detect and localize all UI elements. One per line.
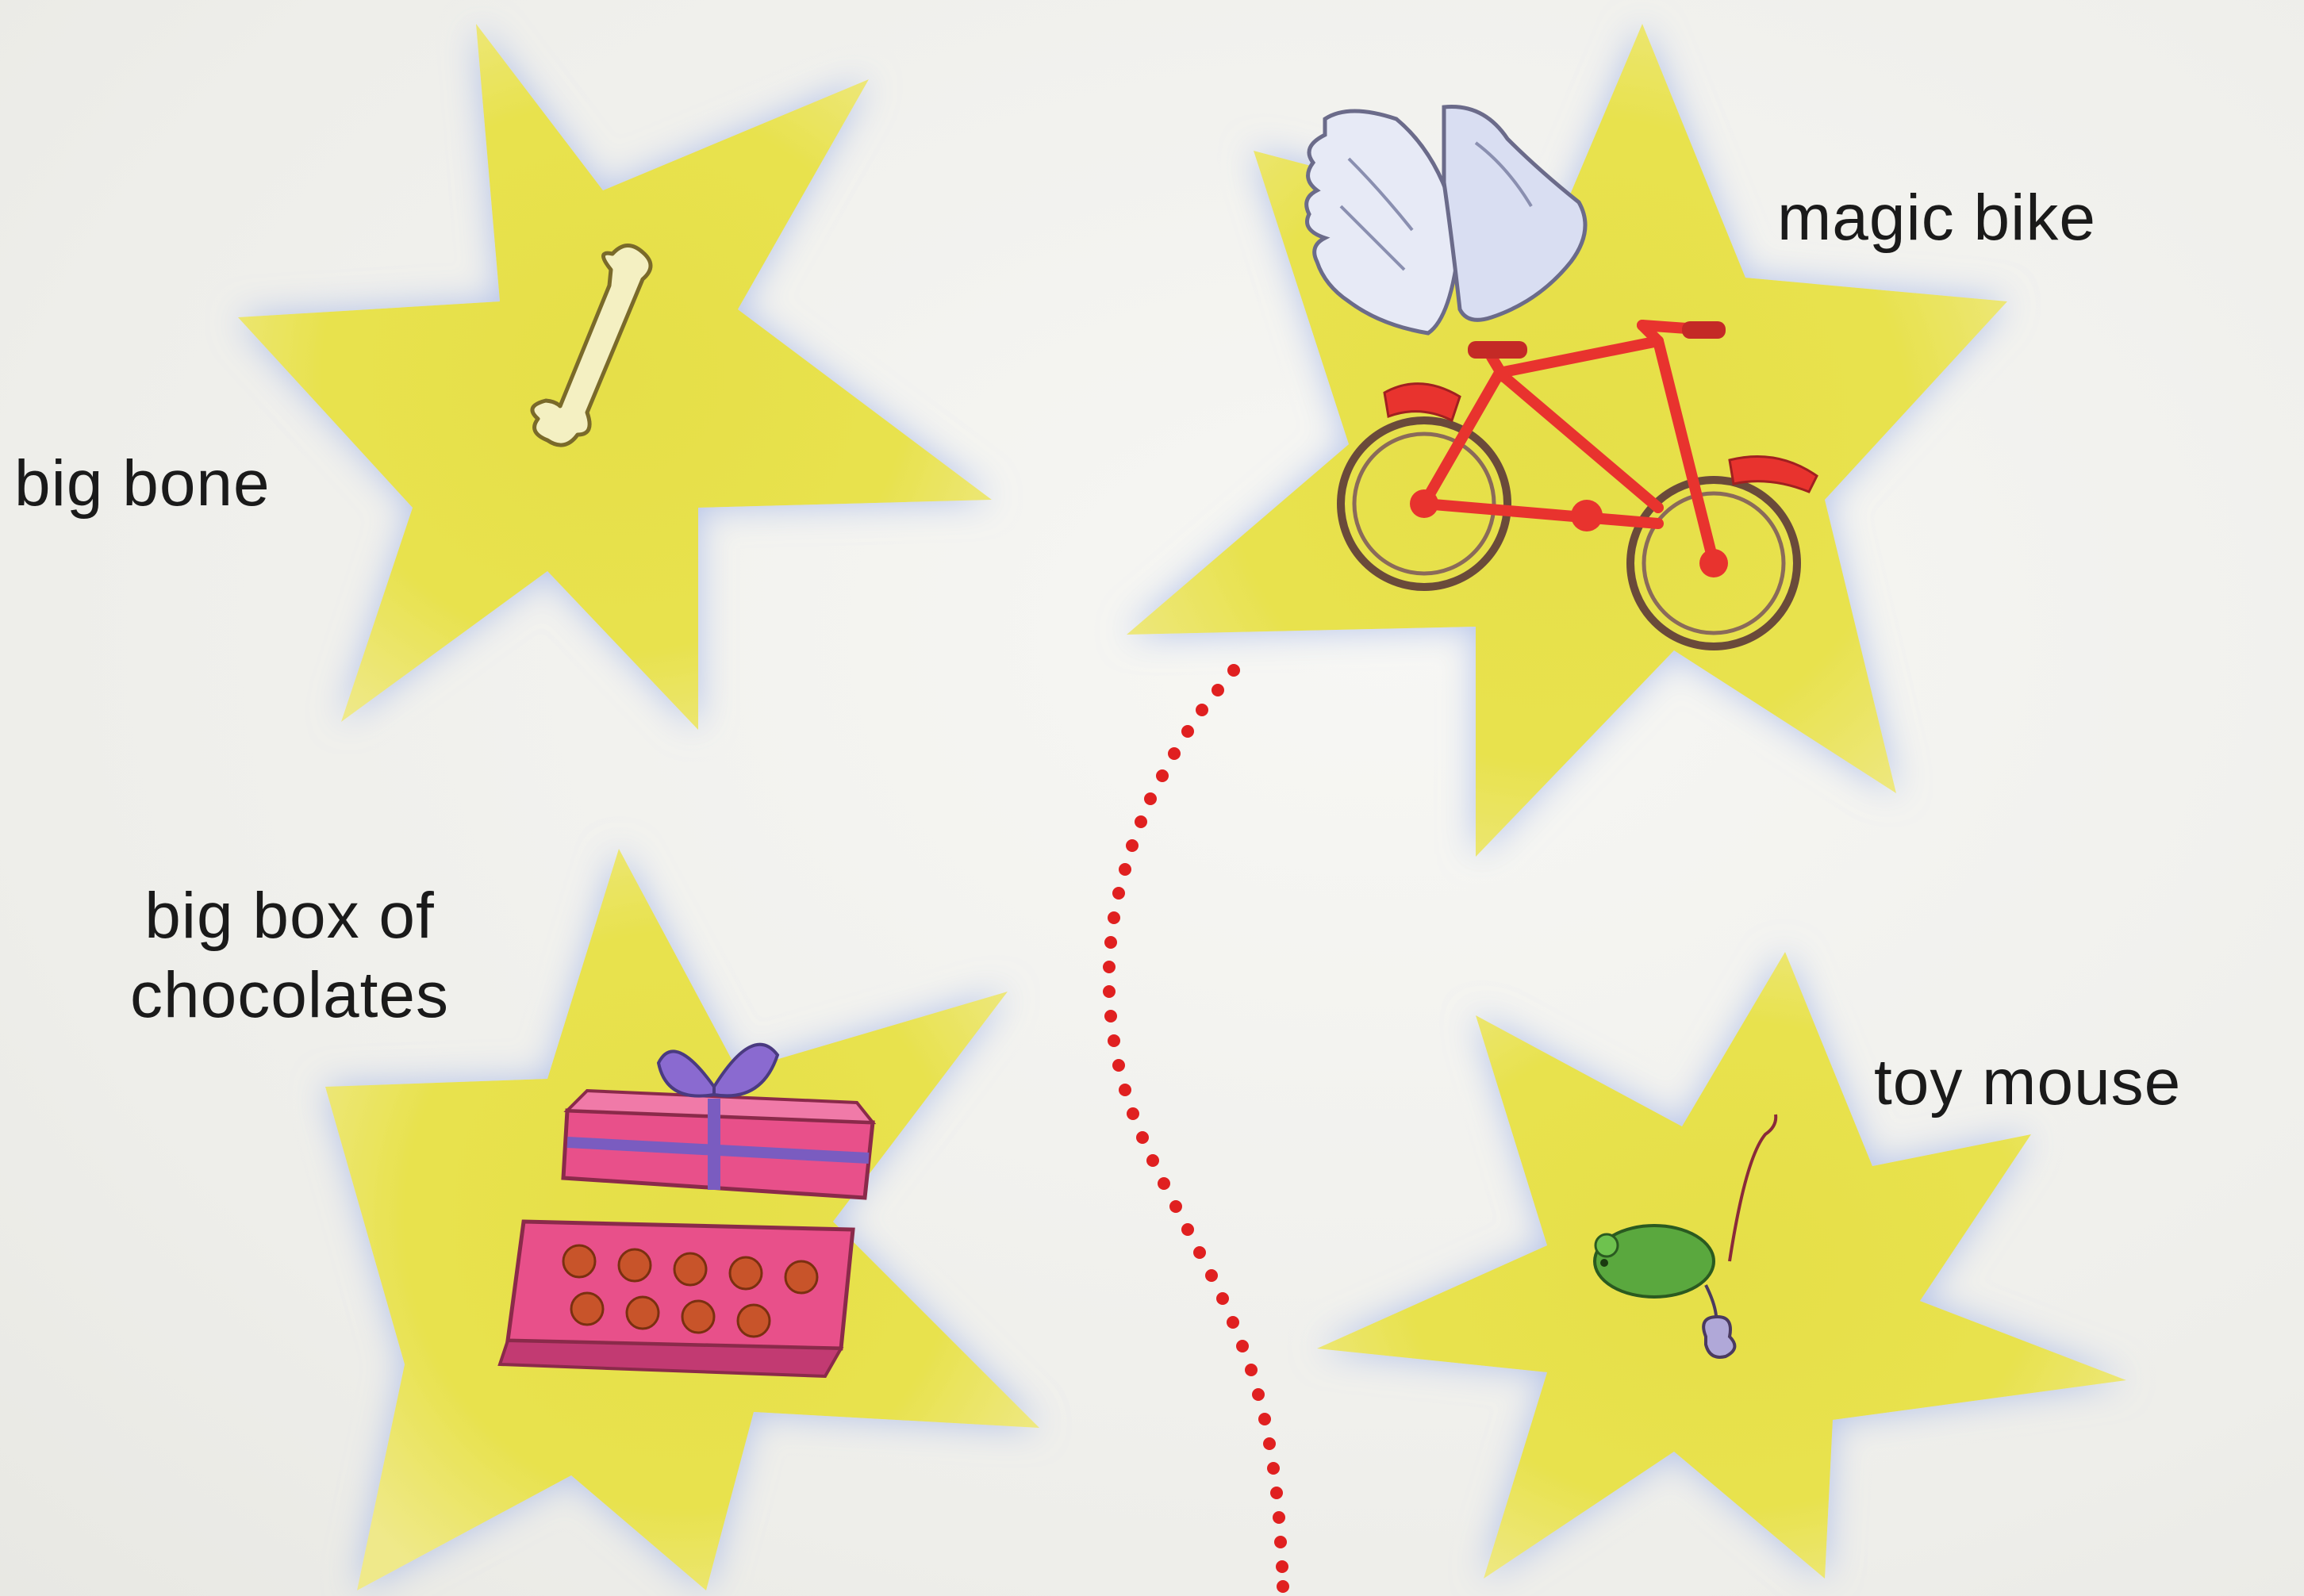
label-chocolates-line-2: chocolates	[129, 959, 450, 1031]
label-toy-mouse: toy mouse	[1874, 1046, 2182, 1118]
label-big-bone: big bone	[14, 447, 271, 520]
dotted-divider	[1103, 664, 1289, 1593]
label-chocolates-line-1: big box of	[144, 880, 435, 952]
label-big-box-of-chocolates	[48, 877, 532, 1035]
label-magic-bike: magic bike	[1777, 182, 2096, 254]
star-bike	[1127, 24, 2007, 857]
star-bone	[238, 24, 992, 730]
